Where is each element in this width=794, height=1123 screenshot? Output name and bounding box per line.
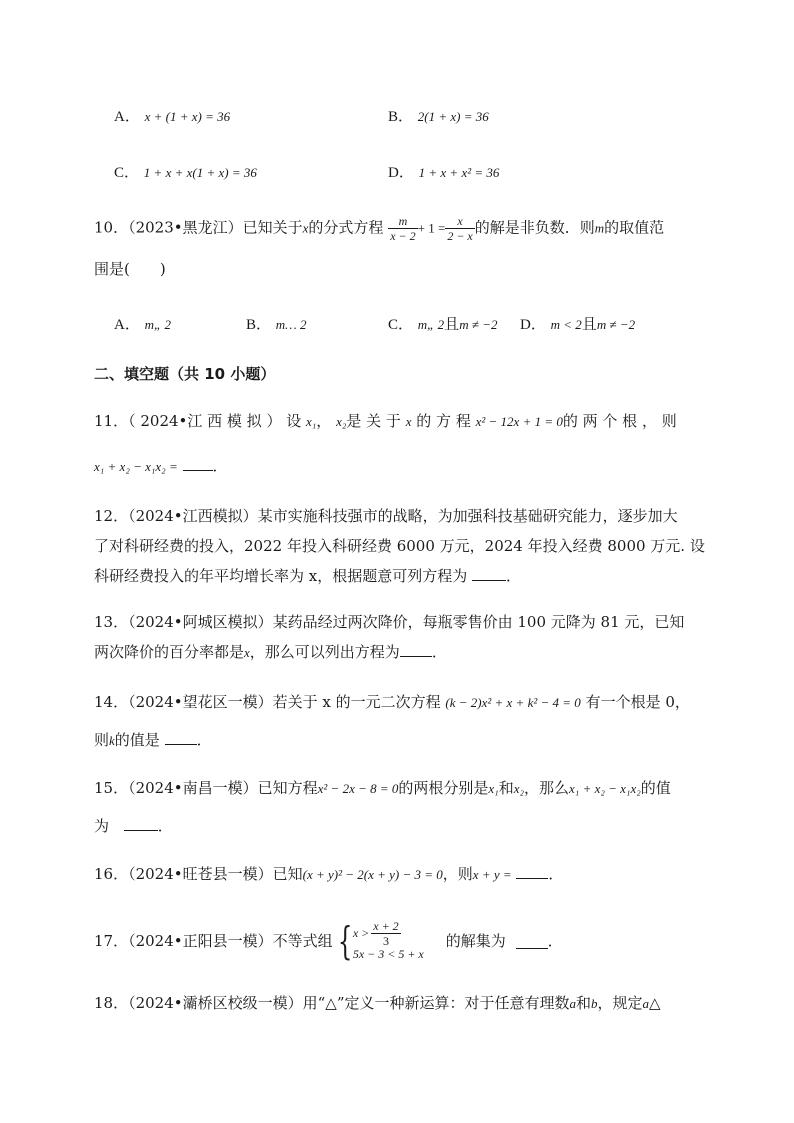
q10-stem-line1 bbox=[94, 214, 664, 243]
period: ． bbox=[157, 817, 173, 835]
var-x1: x₁ bbox=[306, 414, 317, 429]
option-expression: m… 2 bbox=[275, 317, 307, 332]
inequality-system bbox=[353, 920, 424, 962]
fraction-m-over-x-minus-2 bbox=[388, 214, 417, 243]
var-x: x bbox=[302, 220, 309, 236]
q9-option-b bbox=[388, 106, 489, 127]
period: ． bbox=[548, 865, 564, 883]
q10-option-b bbox=[246, 314, 307, 335]
q12-stem-line3 bbox=[94, 566, 521, 586]
q12-stem-line2: 了对科研经费的投入，2022 年投入科研经费 6000 万元，2024 年投入经费 8000 万元. 设 bbox=[94, 537, 705, 555]
answer-blank[interactable] bbox=[400, 642, 432, 657]
option-expression: m„ 2 bbox=[144, 317, 171, 332]
q15-stem-line2 bbox=[94, 816, 173, 836]
q18-text: ，规定 bbox=[597, 994, 643, 1012]
fraction-x-over-2-minus-x bbox=[445, 214, 474, 243]
q14-stem-line2 bbox=[94, 730, 212, 751]
q9-option-c bbox=[114, 162, 257, 183]
q11-text: 是 关 于 bbox=[346, 412, 401, 430]
q9-option-a bbox=[114, 106, 230, 127]
var-k: k bbox=[109, 733, 115, 748]
answer-blank[interactable] bbox=[472, 566, 506, 581]
fraction-numerator: x + 2 bbox=[373, 918, 399, 933]
option-letter: A． bbox=[114, 317, 140, 333]
q13-stem-line2 bbox=[94, 642, 447, 663]
q17-text: 17．（2024•正阳县一模）不等式组 bbox=[94, 932, 333, 950]
answer-blank[interactable] bbox=[183, 456, 213, 471]
q11-text: 11．（ 2024•江 西 模 拟 ） 设 bbox=[94, 412, 302, 430]
q11-text: 的 方 程 bbox=[416, 412, 471, 430]
var-x2: x₂ bbox=[513, 781, 525, 796]
option-expression: 2(1 + x) = 36 bbox=[417, 109, 489, 124]
period: ． bbox=[212, 457, 228, 475]
quadratic-equation: x² − 12x + 1 = 0 bbox=[475, 414, 563, 429]
q15-text: ，那么 bbox=[524, 779, 570, 797]
q16-text: 16．（2024•旺苍县一模）已知 bbox=[94, 865, 303, 883]
option-and: 且 bbox=[581, 315, 597, 333]
answer-blank[interactable] bbox=[124, 816, 158, 831]
q14-stem-line1 bbox=[94, 692, 690, 713]
q13-text: ，那么可以列出方程为 bbox=[249, 643, 400, 661]
q10-suffix: 的取值范 bbox=[604, 218, 665, 237]
option-letter: C． bbox=[114, 165, 140, 181]
quadratic-equation: (k − 2)x² + x + k² − 4 = 0 bbox=[445, 695, 581, 710]
q11-text: 的 两 个 根 ， 则 bbox=[562, 412, 677, 430]
q16-text: ，则 bbox=[442, 865, 473, 883]
plus-one-equals: + 1 = bbox=[417, 220, 446, 236]
q10-option-c bbox=[388, 314, 497, 335]
option-letter: D． bbox=[388, 165, 414, 181]
option-expression: 1 + x + x² = 36 bbox=[418, 165, 500, 180]
answer-blank[interactable] bbox=[165, 730, 197, 745]
quadratic-equation: x² − 2x − 8 = 0 bbox=[317, 781, 399, 796]
q10-mid1: 的分式方程 bbox=[308, 218, 384, 237]
fraction-numerator: m bbox=[388, 214, 417, 229]
option-and: 且 bbox=[444, 315, 460, 333]
q12-stem-line1: 12．（2024•江西模拟）某市实施科技强市的战略，为加强科技基础研究能力，逐步加大 bbox=[94, 507, 678, 525]
q15-and: 和 bbox=[498, 779, 514, 797]
period: ． bbox=[196, 731, 212, 749]
q15-text: 的两根分别是 bbox=[398, 779, 489, 797]
q11-stem-line1 bbox=[94, 411, 677, 432]
q11-stem-line2 bbox=[94, 456, 228, 477]
answer-blank[interactable] bbox=[516, 934, 548, 949]
triangle-operator: △ bbox=[649, 994, 661, 1012]
q14-text: 的值是 bbox=[114, 731, 160, 749]
option-letter: B． bbox=[388, 109, 414, 125]
q15-text: 的值 bbox=[640, 779, 671, 797]
option-expression: m ≠ −2 bbox=[596, 317, 636, 332]
period: ． bbox=[431, 643, 447, 661]
period: ． bbox=[506, 567, 522, 585]
option-expression: m ≠ −2 bbox=[459, 317, 498, 332]
q13-text: 两次降价的百分率都是 bbox=[94, 643, 245, 661]
q9-option-d bbox=[388, 162, 499, 183]
q14-text: 14．（2024•望花区一模）若关于 x 的一元二次方程 bbox=[94, 693, 441, 711]
q14-text: 则 bbox=[94, 731, 110, 749]
q15-text: 为 bbox=[94, 817, 110, 835]
q15-expression: x₁ + x₂ − x₁x₂ bbox=[569, 781, 641, 796]
option-letter: D． bbox=[520, 317, 546, 333]
q15-text: 15．（2024•南昌一模）已知方程 bbox=[94, 779, 318, 797]
var-a: a bbox=[569, 996, 576, 1011]
var-a: a bbox=[642, 996, 650, 1011]
q16-expression: x + y = bbox=[472, 867, 512, 882]
q10-stem-line2: 围是( ) bbox=[94, 260, 166, 278]
option-expression: x + (1 + x) = 36 bbox=[144, 109, 231, 124]
option-expression: m„ 2 bbox=[417, 317, 445, 332]
q16-stem bbox=[94, 864, 563, 885]
var-x1: x₁ bbox=[488, 781, 499, 796]
q10-option-d bbox=[520, 314, 635, 335]
q12-text: 科研经费投入的年平均增长率为 x，根据题意可列方程为 bbox=[94, 567, 468, 585]
period: ． bbox=[547, 932, 563, 950]
q13-stem-line1: 13．（2024•阿城区模拟）某药品经过两次降价，每瓶零售价由 100 元降为 81 元，已知 bbox=[94, 613, 685, 631]
option-letter: A． bbox=[114, 109, 140, 125]
q10-option-a bbox=[114, 314, 171, 335]
left-brace: { bbox=[337, 919, 352, 963]
q10-mid2: 的解是非负数．则 bbox=[474, 218, 595, 237]
q18-and: 和 bbox=[575, 994, 591, 1012]
q16-equation: (x + y)² − 2(x + y) − 3 = 0 bbox=[302, 867, 443, 882]
fraction-x-plus-2-over-3 bbox=[371, 919, 400, 948]
var-x2: x₂ bbox=[336, 414, 347, 429]
var-x: x bbox=[405, 414, 412, 429]
option-letter: B． bbox=[246, 317, 272, 333]
fraction-numerator: x bbox=[445, 214, 474, 229]
var-m: m bbox=[594, 220, 605, 236]
inequality-2: 5x − 3 < 5 + x bbox=[352, 947, 424, 961]
fraction-denominator: 2 − x bbox=[447, 229, 473, 243]
q18-text: 18．（2024•灞桥区校级一模）用“△”定义一种新运算：对于任意有理数 bbox=[94, 994, 570, 1012]
fraction-denominator: 3 bbox=[382, 933, 389, 948]
q17-text: 的解集为 bbox=[445, 932, 506, 950]
option-letter: C． bbox=[388, 317, 414, 333]
q15-stem-line1 bbox=[94, 778, 671, 799]
q11-expression: x₁ + x₂ − x₁x₂ = bbox=[94, 459, 178, 474]
section-heading-fill-in: 二、填空题（共 10 小题） bbox=[94, 365, 276, 383]
fraction-denominator: x − 2 bbox=[390, 229, 416, 243]
q14-text: 有一个根是 0， bbox=[585, 693, 690, 711]
answer-blank[interactable] bbox=[516, 864, 548, 879]
var-b: b bbox=[591, 996, 598, 1011]
var-x: x bbox=[244, 645, 250, 660]
comma: ， bbox=[316, 412, 332, 430]
q18-stem-line1 bbox=[94, 993, 661, 1014]
inequality-lhs: x > bbox=[352, 926, 370, 940]
q17-stem bbox=[94, 916, 563, 966]
option-expression: 1 + x + x(1 + x) = 36 bbox=[143, 165, 257, 180]
inequality-1 bbox=[353, 920, 424, 946]
q10-prefix: 10．（2023•黑龙江）已知关于 bbox=[94, 218, 303, 237]
option-expression: m < 2 bbox=[550, 317, 582, 332]
